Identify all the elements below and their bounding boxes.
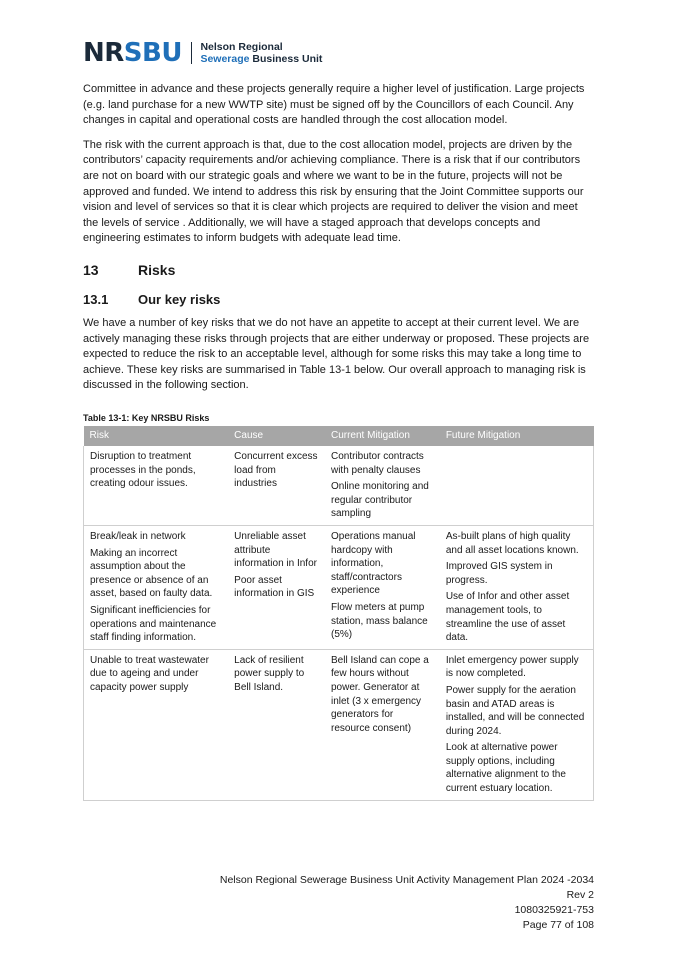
section-title: Risks <box>138 261 176 278</box>
paragraph: Committee in advance and these projects generally require a higher level of justification. Large projects (e.g. land purchase for a new WWTP site) must be signed off by the Councillors of each Council. Any changes in capital and operational costs are handled through the cost allocation model. <box>83 83 585 127</box>
logo-line2 <box>200 53 322 65</box>
logo-text <box>200 41 322 65</box>
cell-text: Poor asset information in GIS <box>234 574 315 600</box>
logo-line2-blue: Sewerage <box>200 53 250 65</box>
cell-cause <box>228 649 325 800</box>
footer-document-title: Nelson Regional Sewerage Business Unit Activity Management Plan 2024 -2034 <box>219 874 594 886</box>
cell-text: Online monitoring and regular contributor sampling <box>330 481 429 520</box>
cell-risk <box>84 649 229 800</box>
logo-divider <box>191 42 193 64</box>
cell-text: Flow meters at pump station, mass balance (5%) <box>330 601 428 641</box>
header-cause: Cause <box>228 426 325 446</box>
cell-text: As-built plans of high quality and all asset locations known. <box>445 530 579 556</box>
footer-revision: Rev 2 <box>566 889 594 901</box>
logo-mark-dark: NR <box>83 38 124 68</box>
logo-mark-blue: SBU <box>123 38 182 68</box>
cell-text: Concurrent excess load from industries <box>234 451 318 490</box>
header-current-mitigation: Current Mitigation <box>325 426 440 446</box>
cell-current-mitigation <box>325 446 440 525</box>
cell-text: Break/leak in network <box>90 530 186 542</box>
cell-future-mitigation <box>440 525 594 649</box>
table-body <box>84 446 594 800</box>
paragraph: The risk with the current approach is that, due to the cost allocation model, projects are driven by the contributors’ capacity requirements and/or achieving compliance. There is a risk that if our contributors are not on board with our strategic goals and where we want to be in the future, projects will not be approved and funded. We intend to address this risk by ensuring that the Joint Committee supports our vision and level of services so that it is clear which projects are required to deliver the vision and meet the levels of service . Additionally, we will have a staged approach that develops concepts and engineering estimates to inform budgets with adequate lead time. <box>83 138 584 245</box>
footer-page-number: Page 77 of 108 <box>522 919 594 931</box>
section-number: 13 <box>83 261 99 278</box>
cell-future-mitigation <box>440 649 594 800</box>
page-content <box>83 82 595 425</box>
cell-text: Inlet emergency power supply is now completed. <box>445 654 579 680</box>
cell-risk <box>84 446 229 525</box>
cell-text: Improved GIS system in progress. <box>445 561 553 586</box>
cell-text: Power supply for the aeration basin and ATAD areas is installed, and will be connected during 2024. <box>445 684 585 737</box>
key-risks-table <box>83 426 594 801</box>
section-heading <box>83 262 595 278</box>
cell-cause <box>228 446 325 525</box>
cell-text: Unable to treat wastewater due to ageing and under capacity power supply <box>90 654 209 693</box>
header-future-mitigation: Future Mitigation <box>440 426 594 446</box>
cell-risk <box>84 525 229 649</box>
subsection-heading <box>83 292 595 307</box>
cell-text: Use of Infor and other asset management tools, to streamline the use of asset data. <box>445 591 570 644</box>
cell-text: Operations manual hardcopy with information, staff/contractors experience <box>330 530 416 597</box>
subsection-title: Our key risks <box>138 291 221 307</box>
cell-current-mitigation <box>325 525 440 649</box>
page-footer <box>220 873 594 933</box>
logo-line2-dark: Business Unit <box>249 53 323 65</box>
table-header-row <box>84 426 594 446</box>
logo-mark <box>83 38 182 68</box>
cell-text: Lack of resilient power supply to Bell Island. <box>234 654 305 693</box>
cell-cause <box>228 525 325 649</box>
cell-current-mitigation <box>325 649 440 800</box>
cell-text: Unreliable asset attribute information in Infor <box>234 530 317 570</box>
table-row <box>84 446 594 525</box>
cell-text: Making an incorrect assumption about the presence or absence of an asset, based on faulty data. <box>90 547 213 600</box>
cell-future-mitigation <box>440 446 594 525</box>
cell-text: Contributor contracts with penalty clauses <box>330 451 424 476</box>
header-risk: Risk <box>84 426 229 446</box>
cell-text: Disruption to treatment processes in the ponds, creating odour issues. <box>90 451 196 490</box>
table-row <box>84 649 594 800</box>
footer-document-id: 1080325921-753 <box>514 904 594 916</box>
subsection-number: 13.1 <box>83 291 109 307</box>
paragraph: We have a number of key risks that we do not have an appetite to accept at their current level. We are actively managing these risks through projects that are either underway or proposed. These projects are expected to reduce the risk to an acceptable level, although for some risks this may take a long time to achieve. These key risks are summarised in Table 13-1 below. Our overall approach to managing risk is discussed in the following section. <box>83 316 590 392</box>
cell-text: Significant inefficiencies for operations and maintenance staff finding information. <box>90 604 217 644</box>
cell-text: Bell Island can cope a few hours without power. Generator at inlet (3 x emergency generators for resource consent) <box>330 654 429 734</box>
table-caption: Table 13-1: Key NRSBU Risks <box>83 412 210 423</box>
logo-line1: Nelson Regional <box>200 41 283 53</box>
table-row <box>84 525 594 649</box>
nrsbu-logo <box>83 38 322 68</box>
cell-text: Look at alternative power supply options, including alternative alignment to the current estuary location. <box>445 742 566 795</box>
